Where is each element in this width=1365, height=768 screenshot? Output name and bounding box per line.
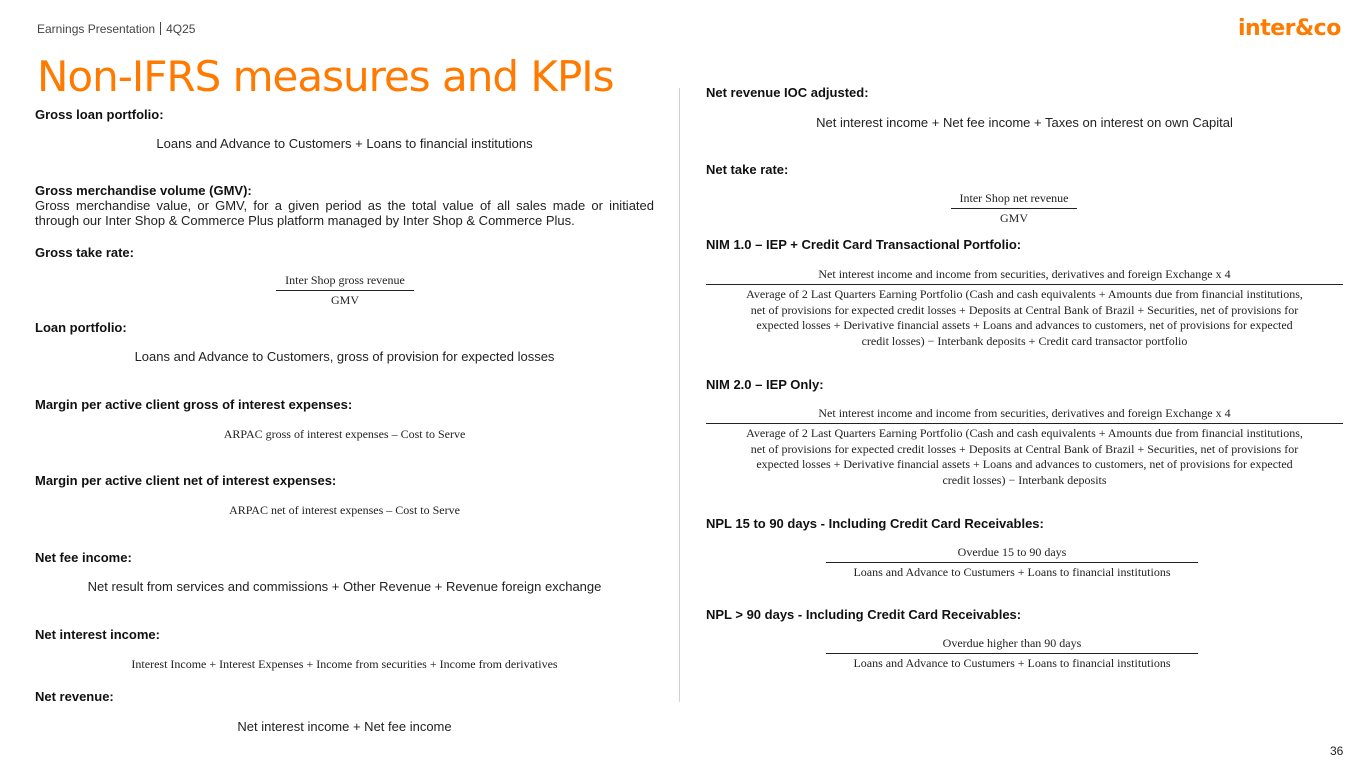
gross-loan-portfolio-formula: Loans and Advance to Customers + Loans to financial institutions (156, 136, 533, 151)
nim2-heading: NIM 2.0 – IEP Only: (706, 377, 824, 392)
nim1-numerator: Net interest income and income from securities, derivatives and foreign Exchange x 4 (818, 267, 1231, 281)
npl-15-90-denominator: Loans and Advance to Custumers + Loans to financial institutions (853, 565, 1171, 579)
net-fee-income-heading: Net fee income: (35, 550, 132, 565)
gmv-heading: Gross merchandise volume (GMV): (35, 183, 252, 198)
nim2-fraction (706, 406, 1343, 488)
net-take-rate-numerator: Inter Shop net revenue (959, 191, 1069, 205)
gross-take-rate-heading: Gross take rate: (35, 245, 134, 260)
net-revenue-ioc-heading: Net revenue IOC adjusted: (706, 85, 869, 100)
nim1-denominator (706, 285, 1343, 349)
nim1-denominator-line: expected losses + Derivative financial assets + Loans and advances to customers, net of provisions for expected (756, 318, 1293, 332)
net-revenue-formula: Net interest income + Net fee income (237, 719, 452, 734)
margin-gross-heading: Margin per active client gross of interest expenses: (35, 397, 353, 412)
page-title: Non-IFRS measures and KPIs (37, 52, 614, 101)
net-take-rate-denominator: GMV (999, 211, 1028, 225)
net-interest-income-heading: Net interest income: (35, 627, 160, 642)
margin-net-heading: Margin per active client net of interest expenses: (35, 473, 337, 488)
nim2-denominator-line: net of provisions for expected credit losses + Deposits at Central Bank of Brazil + Securities, net of provisions for (750, 441, 1299, 456)
npl-90-denominator: Loans and Advance to Custumers + Loans to financial institutions (853, 656, 1171, 670)
npl-90-heading: NPL > 90 days - Including Credit Card Receivables: (706, 607, 1022, 622)
npl-15-90-numerator: Overdue 15 to 90 days (957, 545, 1067, 559)
nim1-fraction (706, 267, 1343, 349)
presentation-name: Earnings Presentation (37, 22, 156, 36)
nim1-denominator-line: credit losses) − Interbank deposits + Credit card transactor portfolio (861, 333, 1188, 348)
loan-portfolio-formula: Loans and Advance to Customers, gross of provision for expected losses (134, 349, 555, 364)
nim2-denominator-line: expected losses + Derivative financial assets + Loans and advances to customers, net of provisions for expected (756, 457, 1293, 471)
net-revenue-heading: Net revenue: (35, 689, 114, 704)
loan-portfolio-heading: Loan portfolio: (35, 320, 127, 335)
margin-gross-formula: ARPAC gross of interest expenses – Cost to Serve (223, 427, 466, 441)
nim2-numerator: Net interest income and income from securities, derivatives and foreign Exchange x 4 (818, 406, 1231, 420)
header-separator (160, 22, 161, 35)
npl-15-90-fraction (818, 545, 1206, 580)
nim1-heading: NIM 1.0 – IEP + Credit Card Transactional Portfolio: (706, 237, 1022, 252)
net-revenue-ioc-formula: Net interest income + Net fee income + Taxes on interest on own Capital (816, 115, 1233, 130)
gross-take-rate-fraction (265, 273, 425, 308)
company-logo: inter&co (1238, 16, 1341, 41)
net-fee-income-formula: Net result from services and commissions + Other Revenue + Revenue foreign exchange (87, 579, 602, 594)
npl-90-numerator: Overdue higher than 90 days (942, 636, 1082, 650)
gmv-definition: Gross merchandise value, or GMV, for a given period as the total value of all sales made or initiated through our Inter Shop & Commerce Plus platform managed by Inter Shop & Commerce Plus. (35, 198, 654, 228)
npl-15-90-heading: NPL 15 to 90 days - Including Credit Card Receivables: (706, 516, 1044, 531)
gross-loan-portfolio-heading: Gross loan portfolio: (35, 107, 164, 122)
gross-take-rate-denominator: GMV (330, 293, 359, 307)
margin-net-formula: ARPAC net of interest expenses – Cost to Serve (229, 503, 460, 517)
presentation-header (37, 22, 195, 36)
presentation-period: 4Q25 (166, 22, 196, 36)
nim2-denominator-line: credit losses) − Interbank deposits (942, 472, 1107, 487)
nim2-denominator-line: Average of 2 Last Quarters Earning Portfolio (Cash and cash equivalents + Amounts due from financial institutions, (746, 426, 1303, 440)
net-take-rate-heading: Net take rate: (706, 162, 789, 177)
column-divider (679, 88, 680, 702)
nim1-denominator-line: Average of 2 Last Quarters Earning Portfolio (Cash and cash equivalents + Amounts due from financial institutions, (746, 287, 1303, 301)
net-take-rate-fraction (934, 191, 1094, 226)
nim2-denominator (706, 424, 1343, 488)
npl-90-fraction (818, 636, 1206, 671)
nim1-denominator-line: net of provisions for expected credit losses + Deposits at Central Bank of Brazil + Securities, net of provisions for (750, 302, 1299, 317)
page-number: 36 (1330, 744, 1344, 758)
net-interest-income-formula: Interest Income + Interest Expenses + Income from securities + Income from derivatives (131, 657, 558, 671)
gross-take-rate-numerator: Inter Shop gross revenue (285, 273, 405, 287)
